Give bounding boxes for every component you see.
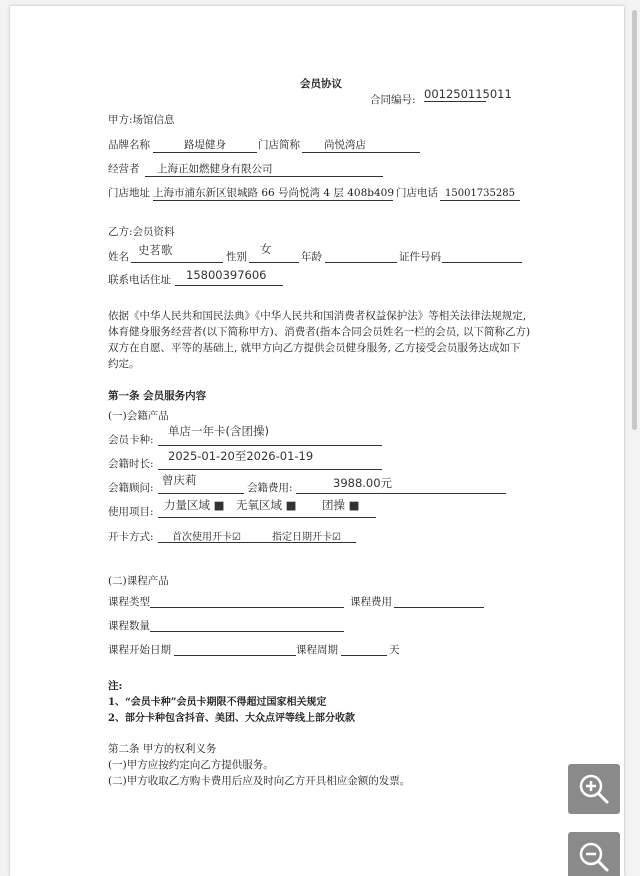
phone-label: 门店电话 (396, 187, 438, 199)
zoom-out-icon (577, 840, 611, 874)
operator-label: 经营者 (108, 163, 140, 175)
section1-title: 第一条 会员服务内容 (108, 390, 207, 402)
course-start-underline (174, 642, 296, 656)
operator-value: 上海正如燃健身有限公司 (145, 163, 383, 177)
note-1: 1、“会员卡种”会员卡期限不得超过国家相关规定 (108, 697, 327, 708)
party-b-heading: 乙方:会员资料 (108, 226, 175, 238)
scrollbar[interactable] (628, 0, 640, 876)
name-value: 史茗歌 (138, 243, 173, 257)
item-group-class: 团操 ■ (322, 498, 360, 512)
fee-underline (296, 480, 506, 494)
checkbox-checked-icon: ■ (285, 498, 297, 512)
course-start-label: 课程开始日期 (108, 644, 171, 656)
course-period-label: 课程周期 (296, 644, 338, 656)
open-label: 开卡方式: (108, 531, 154, 543)
zoom-out-button[interactable] (568, 832, 620, 876)
age-underline (325, 249, 397, 263)
membership-heading: (一)会籍产品 (108, 410, 169, 422)
id-underline (442, 249, 522, 263)
document-title: 会员协议 (300, 78, 342, 90)
zoom-in-button[interactable] (568, 764, 620, 814)
open-option-first-use: 首次使用开卡☑ (172, 532, 241, 543)
course-heading: (二)课程产品 (108, 575, 169, 587)
store-label: 门店简称 (258, 139, 300, 151)
contact-value: 15800397606 (186, 268, 267, 282)
address-label: 门店地址 (108, 187, 150, 199)
name-label: 姓名 (108, 251, 129, 263)
gender-underline (249, 249, 299, 263)
gender-label: 性别 (226, 251, 247, 263)
course-qty-label: 课程数量 (108, 620, 150, 632)
gender-value: 女 (260, 242, 272, 256)
course-fee-underline (394, 594, 484, 608)
item-strength: 力量区域 ■ (164, 498, 225, 512)
course-period-underline (341, 642, 387, 656)
store-value: 尚悦湾店 (302, 139, 420, 153)
intro-line-1: 依据《中华人民共和国民法典》《中华人民共和国消费者权益保护法》等相关法律法规规定, (108, 310, 527, 322)
intro-line-3: 双方在自愿、平等的基础上, 就甲方向乙方提供会员健身服务, 乙方接受会员服务达成如下 (108, 342, 521, 354)
contract-no-value: 001250115011 (424, 87, 512, 101)
day-unit: 天 (389, 644, 400, 656)
course-fee-label: 课程费用 (350, 596, 392, 608)
scrollbar-thumb[interactable] (632, 10, 637, 430)
brand-label: 品牌名称 (108, 139, 150, 151)
card-type-label: 会员卡种: (108, 434, 154, 446)
course-type-underline (150, 594, 344, 608)
duty-2: (二)甲方收取乙方购卡费用后应及时向乙方开具相应金额的发票。 (108, 775, 411, 787)
id-label: 证件号码 (399, 251, 441, 263)
consultant-value: 曾庆莉 (162, 473, 197, 487)
phone-value: 15001735285 (440, 187, 520, 201)
duration-label: 会籍时长: (108, 458, 154, 470)
brand-value: 路堤健身 (153, 139, 257, 153)
item-anaerobic: 无氧区域 ■ (236, 498, 297, 512)
section2-title: 第二条 甲方的权利义务 (108, 743, 217, 755)
zoom-in-icon (577, 772, 611, 806)
age-label: 年龄 (301, 251, 322, 263)
party-a-heading: 甲方:场馆信息 (108, 114, 175, 126)
duty-1: (一)甲方应按约定向乙方提供服务。 (108, 759, 274, 771)
consultant-label: 会籍顾问: (108, 482, 154, 494)
address-value: 上海市浦东新区银城路 66 号尚悦湾 4 层 408b409 (153, 187, 395, 199)
checkbox-checked-icon: ■ (213, 498, 225, 512)
intro-line-4: 约定。 (108, 358, 140, 370)
checkbox-checked-icon: ■ (348, 498, 360, 512)
items-label: 使用项目: (108, 506, 154, 518)
course-type-label: 课程类型 (108, 596, 150, 608)
intro-line-2: 体育健身服务经营者(以下简称甲方)、消费者(指本合同会员姓名一栏的会员, 以下简称乙方) (108, 326, 531, 338)
course-qty-underline (150, 618, 344, 632)
contact-label: 联系电话住址 (108, 274, 171, 286)
fee-label: 会籍费用: (247, 482, 293, 494)
contract-no-label: 合同编号: (370, 94, 416, 106)
card-type-value: 单店一年卡(含团操) (168, 424, 269, 438)
open-option-set-date: 指定日期开卡☑ (272, 532, 341, 543)
duration-value: 2025-01-20至2026-01-19 (168, 449, 314, 463)
fee-value: 3988.00元 (333, 476, 393, 490)
note-label: 注: (108, 680, 123, 692)
note-2: 2、部分卡种包含抖音、美团、大众点评等线上部分收款 (108, 713, 355, 724)
